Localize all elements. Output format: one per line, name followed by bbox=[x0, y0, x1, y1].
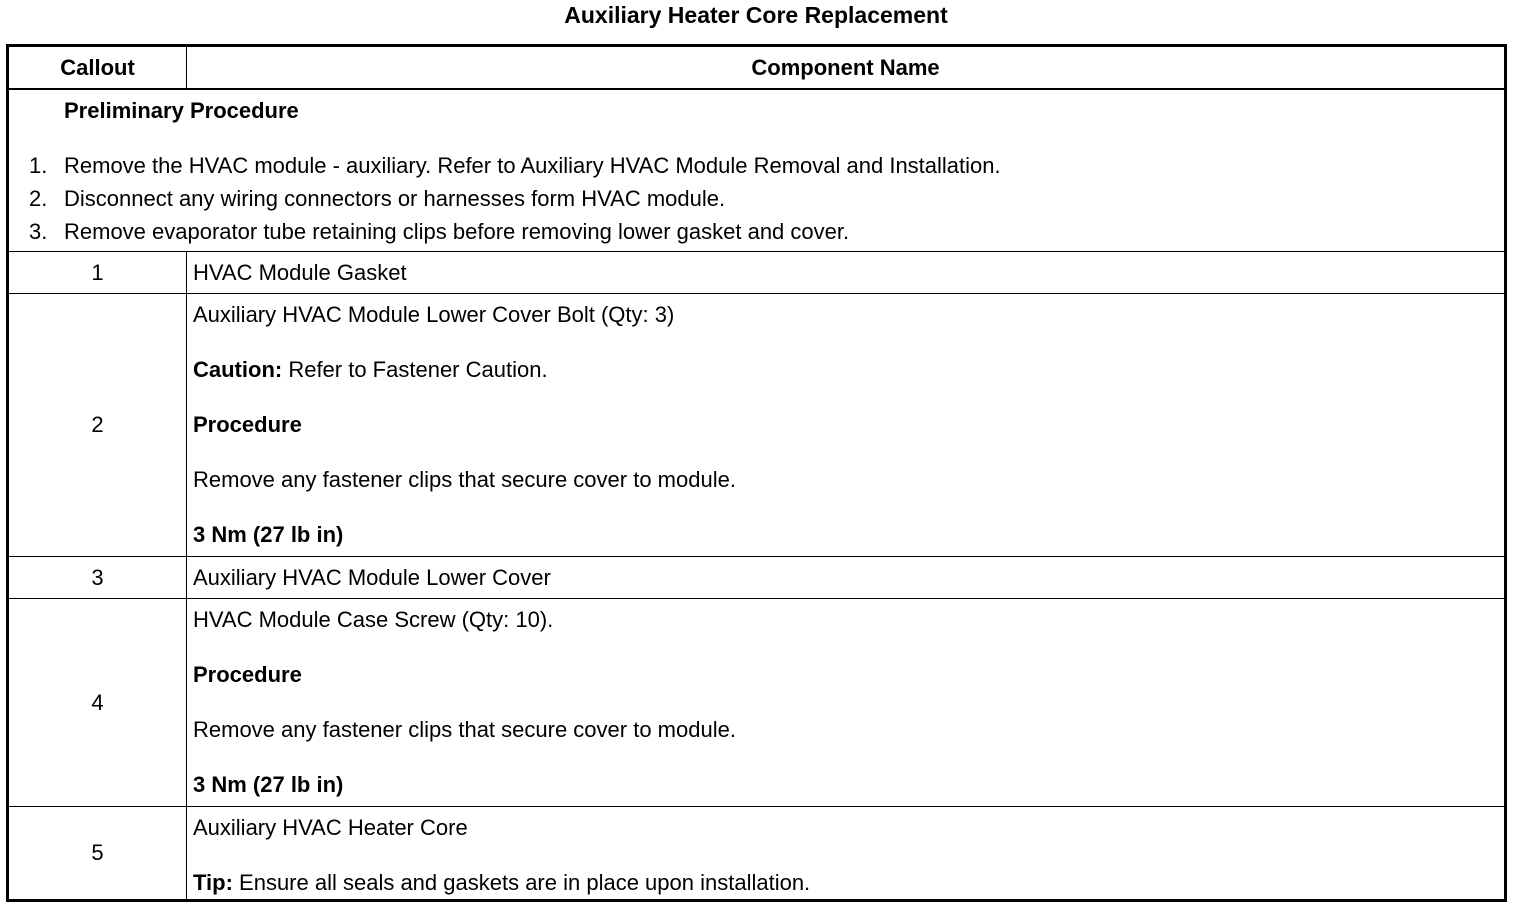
table-row bbox=[9, 598, 1504, 806]
step-number: 1. bbox=[29, 153, 48, 178]
column-divider bbox=[186, 294, 187, 556]
procedure-text: Remove any fastener clips that secure cover to module. bbox=[193, 717, 736, 742]
column-divider bbox=[186, 557, 187, 598]
page-title: Auxiliary Heater Core Replacement bbox=[564, 2, 948, 28]
callout-number: 4 bbox=[91, 689, 104, 715]
caution-text: Refer to Fastener Caution. bbox=[282, 357, 548, 382]
component-name-column-header: Component Name bbox=[751, 54, 940, 80]
table-row bbox=[9, 806, 1504, 899]
preliminary-procedure-heading: Preliminary Procedure bbox=[64, 98, 299, 123]
component-table bbox=[6, 44, 1507, 902]
torque-spec: 3 Nm (27 lb in) bbox=[193, 522, 344, 547]
column-divider bbox=[186, 599, 187, 806]
tip-note bbox=[193, 870, 810, 896]
step-number: 3. bbox=[29, 219, 48, 244]
torque-spec: 3 Nm (27 lb in) bbox=[193, 772, 344, 797]
table-header-row bbox=[9, 47, 1504, 88]
component-name-cell bbox=[193, 807, 1504, 899]
column-divider bbox=[186, 252, 187, 293]
tip-label: Tip: bbox=[193, 870, 233, 895]
procedure-heading: Procedure bbox=[193, 412, 302, 437]
callout-number: 5 bbox=[91, 840, 104, 865]
table-row bbox=[9, 251, 1504, 293]
callout-column-header: Callout bbox=[60, 54, 135, 80]
table-row bbox=[9, 293, 1504, 556]
caution-note bbox=[193, 357, 548, 383]
callout-number: 3 bbox=[91, 564, 104, 590]
component-name: Auxiliary HVAC Heater Core bbox=[193, 815, 468, 840]
step-text: Remove evaporator tube retaining clips before removing lower gasket and cover. bbox=[64, 219, 850, 244]
component-name: HVAC Module Case Screw (Qty: 10). bbox=[193, 607, 554, 632]
step-text: Remove the HVAC module - auxiliary. Refer to Auxiliary HVAC Module Removal and Installation. bbox=[64, 153, 1001, 178]
component-name: Auxiliary HVAC Module Lower Cover Bolt (Qty: 3) bbox=[193, 302, 675, 327]
step-number: 2. bbox=[29, 186, 48, 211]
component-name-cell bbox=[193, 557, 1504, 598]
table-row bbox=[9, 556, 1504, 598]
caution-label: Caution: bbox=[193, 357, 283, 382]
component-name-cell bbox=[193, 294, 1504, 556]
component-name-cell bbox=[193, 252, 1504, 293]
component-name: Auxiliary HVAC Module Lower Cover bbox=[193, 565, 551, 590]
procedure-text: Remove any fastener clips that secure cover to module. bbox=[193, 467, 736, 492]
component-name-cell bbox=[193, 599, 1504, 806]
component-name: HVAC Module Gasket bbox=[193, 260, 407, 285]
preliminary-procedure-section bbox=[9, 88, 1504, 251]
column-divider bbox=[186, 807, 187, 899]
step-text: Disconnect any wiring connectors or harnesses form HVAC module. bbox=[64, 186, 726, 211]
callout-number: 1 bbox=[91, 259, 104, 285]
procedure-heading: Procedure bbox=[193, 662, 302, 687]
tip-text: Ensure all seals and gaskets are in place upon installation. bbox=[232, 870, 811, 895]
callout-number: 2 bbox=[91, 412, 104, 437]
